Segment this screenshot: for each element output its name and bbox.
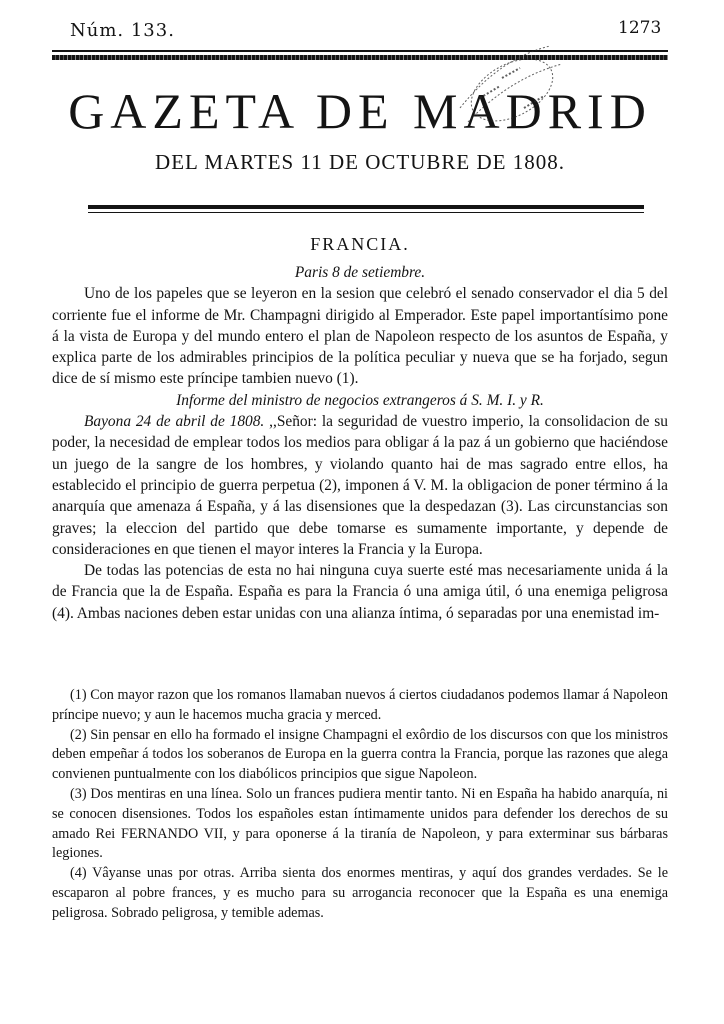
header-divider-thick bbox=[88, 205, 644, 209]
issue-number: Núm. 133. bbox=[70, 20, 175, 41]
report-dateline: Bayona 24 de abril de 1808. bbox=[84, 413, 265, 431]
page-number: 1273 bbox=[618, 18, 662, 38]
report-heading: Informe del ministro de negocios extrangeros á S. M. I. y R. bbox=[176, 391, 544, 409]
footnote: (2) Sin pensar en ello ha formado el insigne Champagni el exôrdio de los discursos con que los ministros deben empeñar á todos los soberanos de Europa en la guerra contra la Francia, porque las razones que alega convienen puntualmente con los diabólicos principios que sigue Napoleon. bbox=[52, 726, 668, 783]
section-title: FRANCIA. bbox=[310, 234, 410, 254]
footnote: (1) Con mayor razon que los romanos llamaban nuevos á ciertos ciudadanos podemos llamar á Napoleon príncipe nuevo; y aun le hacemos mucha gracia y merced. bbox=[52, 687, 668, 723]
issue-dateline: DEL MARTES 11 DE OCTUBRE DE 1808. bbox=[155, 150, 565, 174]
article-paragraph: Uno de los papeles que se leyeron en la sesion que celebró el senado conservador el dia 5 del corriente fue el informe de Mr. Champagni dirigido al Emperador. Este papel importantísimo pone á la vista de Europa y del mundo entero el plan de Napoleon respecto de los asuntos de España, y explica parte de los admirables principios de la política peculiar y nueva que se ha forjado, segun dice de sí mismo este príncipe tambien nuevo (1). bbox=[52, 285, 668, 388]
masthead-title: GAZETA DE MADRID bbox=[68, 83, 652, 139]
header-ornamental-rule bbox=[52, 50, 668, 63]
article-dateline: Paris 8 de setiembre. bbox=[294, 264, 426, 281]
footnote: (4) Vâyanse unas por otras. Arriba sienta dos enormes mentiras, y aquí dos grandes verdades. Se le escaparon al pobre frances, y es mucho para su arrogancia reconocer que la España es una enemiga peligrosa. Sobrado peligrosa, y temible ademas. bbox=[52, 865, 668, 921]
header-divider-thin bbox=[88, 212, 644, 213]
article-body bbox=[52, 232, 668, 624]
footnotes bbox=[52, 686, 668, 924]
article-paragraph: De todas las potencias de esta no hai ninguna cuya suerte esté mas necesariamente unida á la de Francia que la de España. España es para la Francia ó una amiga útil, ó una enemiga peligrosa (4). Ambas naciones deben estar unidas con una alianza íntima, ó separadas por una enemistad im- bbox=[52, 562, 668, 622]
library-stamp-icon bbox=[440, 38, 570, 148]
footnote: (3) Dos mentiras en una línea. Solo un frances pudiera mentir tanto. Ni en España ha habido anarquía, ni se conocen disensiones. Todos los españoles estan íntimamente unidos para defender los derechos de su amado Rei FERNANDO VII, y para oponerse á la tiranía de Napoleon, y para exterminar sus bárbaras legiones. bbox=[52, 785, 668, 862]
article-paragraph bbox=[52, 411, 668, 560]
report-text: ,,Señor: la seguridad de vuestro imperio, la consolidacion de su poder, la necesidad de emplear todos los medios para obligar á la paz á un gobierno que haciéndose un juego de la sangre de los hombres, y violando quanto hai de mas sagrado entre ellos, ha establecido el principio de guerra perpetua (2), imponen á V. M. la obligacion de poner término á la anarquía que amenaza á España, y á las disensiones que la despedazan (3). Las circunstancias son graves; la eleccion del partido que debe tomarse es sumamente importante, y depende de consideraciones en que tienen el mayor interes la Francia y la Europa. bbox=[52, 413, 668, 558]
